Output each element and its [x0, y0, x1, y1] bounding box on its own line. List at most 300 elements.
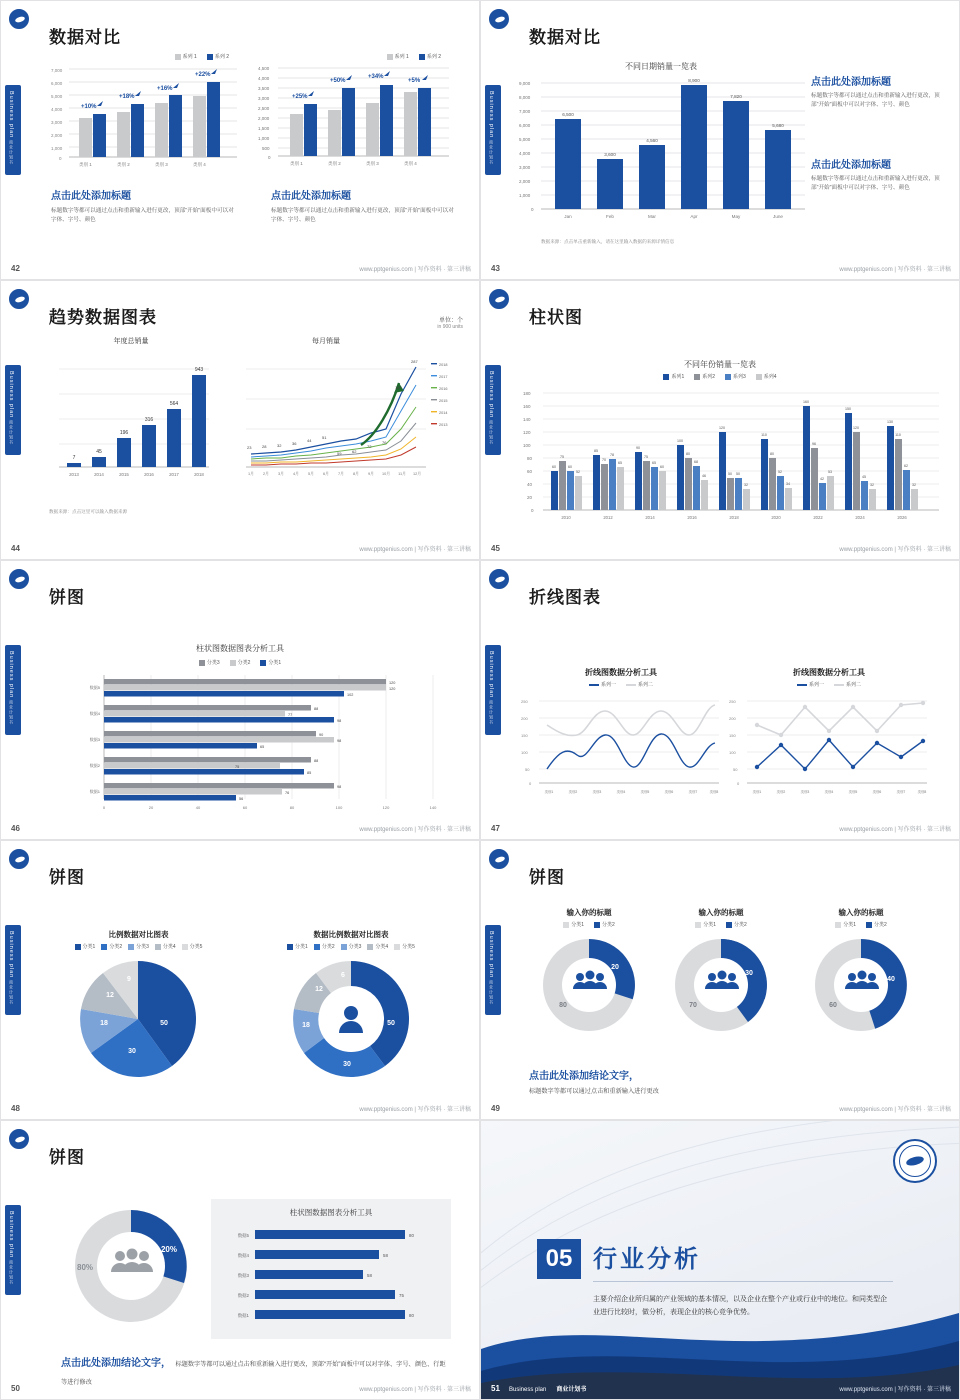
svg-text:类别7: 类别7: [688, 790, 698, 794]
brand-logo-icon: [489, 849, 509, 869]
conclusion-text: 标题数字等都可以通过点击和重新输入进行更改，顶部“开始”面板中可以对字体、字号、颜色、行距等进行修改: [61, 1361, 446, 1386]
svg-text:0: 0: [268, 155, 271, 160]
chart-legend: [1, 659, 479, 666]
svg-text:20: 20: [148, 805, 154, 810]
svg-text:20: 20: [527, 495, 533, 500]
svg-text:6月: 6月: [323, 472, 329, 476]
donut-title-1: 输入你的标题: [566, 908, 612, 917]
chart-title-right: 数据比例数据对比图表: [313, 930, 389, 939]
brand-logo-icon: [489, 9, 509, 29]
svg-text:June: June: [773, 214, 783, 219]
svg-text:32: 32: [744, 483, 748, 487]
block-text: 标题数字等都可以通过点击和重新输入进行更改，顶部“开始”面板中可以对字体、字号、颜色: [811, 93, 940, 108]
svg-text:88: 88: [314, 707, 319, 711]
bar-chart-right: [256, 60, 451, 170]
sidebar-tab: [5, 365, 21, 455]
sidebar-sub-label: 商业计划书: [489, 420, 494, 446]
svg-text:80: 80: [686, 452, 690, 456]
svg-text:80: 80: [559, 1002, 567, 1009]
svg-text:类别 1: 类别 1: [79, 162, 92, 167]
svg-text:59: 59: [337, 451, 342, 456]
svg-text:250: 250: [521, 699, 528, 704]
svg-text:40: 40: [887, 976, 895, 983]
brand-logo-icon: [489, 289, 509, 309]
svg-text:62: 62: [352, 449, 357, 454]
chart-title-left: 年度总销量: [113, 338, 149, 345]
footer-text: www.pptgenius.com | 写作资料 · 第三讲稿: [359, 827, 471, 833]
svg-text:0: 0: [59, 156, 62, 161]
svg-text:8,900: 8,900: [688, 78, 700, 83]
svg-text:200: 200: [521, 716, 528, 721]
chart-title: 不同日期销量一览表: [625, 62, 697, 71]
svg-text:2,000: 2,000: [51, 133, 63, 138]
slide-47: [480, 560, 960, 840]
svg-text:类别5: 类别5: [640, 790, 650, 794]
page-title: 饼图: [49, 1148, 85, 1167]
brand-logo-icon: [489, 569, 509, 589]
svg-text:类别1: 类别1: [752, 790, 762, 794]
legend-item: 分类5: [394, 943, 415, 950]
sidebar-sub-label: 商业计划书: [489, 140, 494, 166]
svg-text:30: 30: [745, 970, 753, 977]
svg-text:50: 50: [728, 472, 732, 476]
legend-item: 分类1: [75, 943, 96, 950]
horizontal-bar-chart: [223, 1225, 443, 1335]
legend-item: 系列3: [725, 373, 746, 380]
svg-text:9: 9: [127, 976, 131, 983]
svg-text:2,000: 2,000: [519, 179, 531, 184]
legend-item: 系列 2: [419, 53, 441, 60]
svg-text:32: 32: [277, 443, 282, 448]
svg-text:98: 98: [337, 739, 342, 743]
donut-legend-1: [529, 921, 649, 928]
horizontal-bar-chart: [56, 673, 446, 823]
svg-text:44: 44: [307, 438, 312, 443]
svg-text:类别 1: 类别 1: [290, 161, 303, 166]
sidebar-tab: [5, 1205, 21, 1295]
svg-text:2014: 2014: [439, 411, 448, 415]
block-heading: 点击此处添加标题: [811, 160, 891, 171]
bar-chart: [517, 75, 807, 235]
svg-text:9,000: 9,000: [519, 81, 531, 86]
svg-text:数据4: 数据4: [237, 1253, 249, 1258]
svg-text:2月: 2月: [263, 472, 269, 476]
svg-text:10月: 10月: [381, 472, 391, 476]
brand-logo-icon: [9, 849, 29, 869]
svg-text:数据2: 数据2: [237, 1293, 249, 1298]
page-title: 饼图: [49, 868, 85, 887]
legend-item: 分类1: [835, 921, 856, 928]
svg-text:数据4: 数据4: [89, 711, 100, 716]
svg-text:56: 56: [239, 797, 244, 801]
conclusion-heading: 点击此处添加结论文字，: [529, 1071, 639, 1082]
svg-text:2018: 2018: [439, 363, 448, 367]
svg-text:类别2: 类别2: [776, 790, 786, 794]
chart-legend: [256, 53, 441, 60]
grouped-bar-chart: [521, 385, 941, 535]
svg-text:140: 140: [429, 805, 437, 810]
svg-text:6,000: 6,000: [519, 123, 531, 128]
svg-text:150: 150: [521, 733, 528, 738]
svg-text:58: 58: [367, 1273, 372, 1278]
legend-item: 分类5: [182, 943, 203, 950]
donut-chart: [276, 957, 426, 1087]
section-number: 05: [537, 1239, 581, 1279]
svg-text:28: 28: [262, 444, 267, 449]
conclusion-heading: 点击此处添加结论文字，: [61, 1358, 171, 1369]
legend-item: 分类2: [314, 943, 335, 950]
sidebar-tab: [5, 925, 21, 1015]
chart-title-left: 比例数据对比图表: [108, 930, 169, 939]
chart-legend-left: [521, 681, 721, 688]
svg-text:42: 42: [820, 477, 824, 481]
svg-text:45: 45: [96, 449, 102, 455]
svg-text:数据1: 数据1: [89, 789, 100, 794]
svg-text:100: 100: [677, 439, 683, 443]
svg-text:58: 58: [383, 1253, 388, 1258]
legend-item: 系列1: [663, 373, 684, 380]
svg-text:50: 50: [387, 1020, 395, 1027]
svg-text:2020: 2020: [771, 515, 781, 520]
svg-text:2016: 2016: [439, 387, 448, 391]
svg-text:96: 96: [812, 442, 816, 446]
svg-text:Mar: Mar: [648, 214, 656, 219]
page-title: 柱状图: [529, 308, 583, 327]
svg-text:5,000: 5,000: [51, 94, 63, 99]
svg-text:4,000: 4,000: [51, 107, 63, 112]
sidebar-main-label: Business plan: [8, 931, 14, 979]
page-title: 趋势数据图表: [49, 308, 157, 327]
svg-text:46: 46: [702, 474, 706, 478]
sidebar-sub-label: 商业计划书: [9, 980, 14, 1006]
svg-text:8月: 8月: [353, 472, 359, 476]
svg-text:0: 0: [529, 781, 532, 786]
svg-text:2014: 2014: [94, 472, 104, 477]
chart-legend: [49, 53, 229, 60]
svg-text:75: 75: [644, 455, 648, 459]
svg-text:数据2: 数据2: [89, 763, 100, 768]
svg-text:85: 85: [594, 449, 598, 453]
svg-text:80: 80: [770, 452, 774, 456]
donut-chart-1: [529, 933, 649, 1043]
donut-chart-2: [661, 933, 781, 1043]
svg-text:类别3: 类别3: [592, 790, 602, 794]
svg-text:2014: 2014: [645, 515, 655, 520]
donut-chart: [46, 1196, 216, 1346]
svg-text:类别 2: 类别 2: [328, 161, 341, 166]
svg-text:0: 0: [531, 508, 534, 513]
svg-text:2015: 2015: [119, 472, 129, 477]
footer-label: Business plan 商业计划书: [509, 1387, 587, 1393]
svg-text:60: 60: [829, 1002, 837, 1009]
svg-text:类别7: 类别7: [896, 790, 906, 794]
svg-text:80: 80: [289, 805, 295, 810]
svg-text:1,000: 1,000: [258, 136, 270, 141]
svg-text:70: 70: [689, 1002, 697, 1009]
svg-text:7,000: 7,000: [51, 68, 63, 73]
svg-text:3,000: 3,000: [51, 120, 63, 125]
svg-text:196: 196: [119, 430, 129, 436]
svg-text:110: 110: [895, 433, 901, 437]
svg-text:50: 50: [733, 767, 738, 772]
sidebar-tab: [5, 85, 21, 175]
svg-text:类别5: 类别5: [848, 790, 858, 794]
svg-text:187: 187: [395, 385, 402, 390]
legend-item: 分类4: [155, 943, 176, 950]
svg-text:+16%: +16%: [157, 86, 173, 92]
brand-logo-icon: [9, 1129, 29, 1149]
svg-text:1,000: 1,000: [519, 193, 531, 198]
svg-text:3,000: 3,000: [258, 96, 270, 101]
svg-text:3,500: 3,500: [258, 86, 270, 91]
brand-logo-icon: [9, 289, 29, 309]
donut-title-3: 输入你的标题: [838, 908, 884, 917]
legend-item: 分类2: [866, 921, 887, 928]
svg-text:120: 120: [389, 681, 396, 685]
legend-item: 系列2: [694, 373, 715, 380]
svg-text:类别1: 类别1: [544, 790, 554, 794]
slide-42: [0, 0, 480, 280]
pie-chart: [63, 957, 213, 1087]
block-text: 标题数字等都可以通过点击和重新输入进行更改，顶部“开始”面板中可以对字体、字号、颜色: [271, 208, 454, 223]
svg-text:2016: 2016: [144, 472, 154, 477]
svg-text:20: 20: [611, 964, 619, 971]
unit-sublabel: in 900 units: [437, 324, 463, 330]
svg-text:1,500: 1,500: [258, 126, 270, 131]
footer-text: www.pptgenius.com | 写作资料 · 第三讲稿: [839, 547, 951, 553]
sidebar-main-label: Business plan: [488, 91, 494, 139]
svg-text:8,000: 8,000: [519, 95, 531, 100]
svg-text:类别6: 类别6: [872, 790, 882, 794]
svg-text:数据3: 数据3: [89, 737, 100, 742]
sidebar-sub-label: 商业计划书: [9, 140, 14, 166]
sidebar-tab: [485, 925, 501, 1015]
svg-text:564: 564: [169, 401, 179, 407]
footer-text: www.pptgenius.com | 写作资料 · 第三讲稿: [839, 1387, 951, 1393]
sidebar-tab: [485, 645, 501, 735]
svg-text:May: May: [731, 214, 741, 219]
svg-text:1月: 1月: [248, 472, 254, 476]
brand-logo-icon: [9, 569, 29, 589]
unit-label: 单位：个: [438, 318, 463, 324]
svg-text:12: 12: [106, 992, 114, 999]
svg-text:6,500: 6,500: [562, 112, 574, 117]
svg-text:2026: 2026: [897, 515, 907, 520]
svg-text:7: 7: [72, 455, 76, 461]
chart-legend-right: [251, 943, 451, 950]
chart-title: 不同年份销量一览表: [684, 360, 756, 369]
svg-text:类别 4: 类别 4: [404, 161, 417, 166]
svg-text:+18%: +18%: [119, 94, 135, 100]
svg-text:2022: 2022: [813, 515, 823, 520]
svg-text:62: 62: [904, 464, 908, 468]
svg-text:287: 287: [411, 359, 418, 364]
svg-text:85: 85: [307, 771, 312, 775]
svg-text:75: 75: [399, 1293, 404, 1298]
svg-text:2,500: 2,500: [258, 106, 270, 111]
svg-text:32: 32: [870, 483, 874, 487]
legend-item: 分类3: [341, 943, 362, 950]
footer-text: www.pptgenius.com | 写作资料 · 第三讲稿: [839, 1107, 951, 1113]
svg-text:250: 250: [729, 699, 736, 704]
footer-text: www.pptgenius.com | 写作资料 · 第三讲稿: [359, 1387, 471, 1393]
svg-text:3月: 3月: [278, 472, 284, 476]
panel-title: 柱状图数据图表分析工具: [289, 1208, 373, 1217]
chart-legend: [481, 373, 959, 380]
footer-text: www.pptgenius.com | 写作资料 · 第三讲稿: [359, 1107, 471, 1113]
block-text: 标题数字等都可以通过点击和重新输入进行更改，顶部“开始”面板中可以对字体、字号、颜色: [51, 208, 234, 223]
svg-text:18: 18: [302, 1022, 310, 1029]
chart-title-right: 每月销量: [312, 338, 340, 345]
svg-text:160: 160: [803, 400, 809, 404]
svg-text:60: 60: [552, 465, 556, 469]
slide-44: [0, 280, 480, 560]
svg-text:数据3: 数据3: [237, 1273, 249, 1278]
svg-text:120: 120: [523, 430, 531, 435]
svg-text:7,000: 7,000: [519, 109, 531, 114]
footer-text: www.pptgenius.com | 写作资料 · 第三讲稿: [359, 267, 471, 273]
svg-text:80: 80: [527, 456, 533, 461]
svg-text:140: 140: [523, 417, 531, 422]
legend-item: 系列二: [834, 681, 861, 688]
svg-text:50: 50: [736, 472, 740, 476]
svg-text:76: 76: [285, 791, 290, 795]
svg-text:+5%: +5%: [408, 78, 421, 84]
sidebar-main-label: Business plan: [488, 931, 494, 979]
chart-title-right: 折线图数据分析工具: [793, 668, 865, 677]
donut-chart-3: [801, 933, 921, 1043]
svg-text:98: 98: [337, 785, 342, 789]
svg-text:98: 98: [337, 719, 342, 723]
svg-text:45: 45: [862, 475, 866, 479]
svg-text:943: 943: [194, 367, 204, 373]
svg-text:160: 160: [523, 404, 531, 409]
svg-text:类别6: 类别6: [664, 790, 674, 794]
svg-text:80: 80: [409, 1233, 414, 1238]
section-text: 主要介绍企业所归属的产业领域的基本情况，以及企业在整个产业或行业中的地位。和同类型企业进行比较时，做分析，表现企业的核心竞争优势。: [593, 1296, 887, 1317]
svg-text:32: 32: [912, 483, 916, 487]
svg-text:类别3: 类别3: [800, 790, 810, 794]
svg-text:6: 6: [341, 972, 345, 979]
svg-text:12月: 12月: [412, 472, 422, 476]
svg-text:110: 110: [761, 433, 767, 437]
block-heading: 点击此处添加标题: [271, 191, 351, 202]
svg-text:65: 65: [618, 461, 622, 465]
legend-item: 系列二: [626, 681, 653, 688]
page-number: 44: [11, 544, 20, 553]
svg-text:130: 130: [887, 420, 893, 424]
svg-text:100: 100: [523, 443, 531, 448]
svg-text:500: 500: [262, 146, 270, 151]
svg-text:+25%: +25%: [292, 94, 308, 100]
page-number: 51: [491, 1384, 500, 1393]
svg-text:40: 40: [195, 805, 201, 810]
svg-text:数据1: 数据1: [237, 1313, 249, 1318]
seal-logo-icon: [893, 1139, 937, 1183]
svg-text:1,000: 1,000: [51, 146, 63, 151]
legend-item: 分类3: [199, 659, 220, 666]
svg-text:类别 3: 类别 3: [366, 161, 379, 166]
svg-text:类别8: 类别8: [709, 790, 719, 794]
page-number: 46: [11, 824, 20, 833]
svg-text:类别 2: 类别 2: [117, 162, 130, 167]
svg-text:52: 52: [576, 470, 580, 474]
svg-text:4,000: 4,000: [258, 76, 270, 81]
page-number: 47: [491, 824, 500, 833]
slide-46: [0, 560, 480, 840]
sidebar-main-label: Business plan: [488, 371, 494, 419]
page-title: 数据对比: [529, 28, 601, 47]
svg-text:类别4: 类别4: [824, 790, 834, 794]
page-number: 48: [11, 1104, 20, 1113]
page-title: 折线图表: [529, 588, 601, 607]
svg-text:30: 30: [128, 1048, 136, 1055]
sidebar-sub-label: 商业计划书: [9, 420, 14, 446]
chart-title: 柱状图数据图表分析工具: [196, 644, 284, 653]
svg-text:类别 3: 类别 3: [155, 162, 168, 167]
chart-source-note: 数据来源：点击单击重新输入，请在这里输入数据的来源详情信息: [541, 239, 675, 244]
svg-text:100: 100: [729, 750, 736, 755]
legend-item: 分类1: [287, 943, 308, 950]
sidebar-main-label: Business plan: [8, 91, 14, 139]
legend-item: 系列 1: [175, 53, 197, 60]
block-heading: 点击此处添加标题: [811, 77, 891, 88]
svg-text:100: 100: [335, 805, 343, 810]
svg-text:2016: 2016: [687, 515, 697, 520]
legend-item: 分类1: [563, 921, 584, 928]
line-chart-monthly: [241, 349, 461, 499]
svg-text:76: 76: [382, 440, 387, 445]
chart-source-note: 数据来源：点击这里可以输入数据来源: [49, 509, 128, 514]
sidebar-sub-label: 商业计划书: [9, 700, 14, 726]
svg-text:类别2: 类别2: [568, 790, 578, 794]
footer-text: www.pptgenius.com | 写作资料 · 第三讲稿: [839, 827, 951, 833]
svg-text:2018: 2018: [194, 472, 204, 477]
legend-item: 分类2: [594, 921, 615, 928]
sidebar-sub-label: 商业计划书: [489, 700, 494, 726]
svg-text:65: 65: [260, 745, 265, 749]
svg-text:2024: 2024: [855, 515, 865, 520]
line-chart-left: [519, 693, 724, 803]
svg-text:50: 50: [525, 767, 530, 772]
svg-text:60: 60: [568, 465, 572, 469]
svg-text:180: 180: [523, 391, 531, 396]
svg-text:80%: 80%: [76, 1263, 94, 1272]
svg-text:53: 53: [828, 470, 832, 474]
svg-text:60: 60: [660, 465, 664, 469]
svg-text:+50%: +50%: [330, 78, 346, 84]
svg-text:2013: 2013: [69, 472, 79, 477]
svg-text:2012: 2012: [603, 515, 613, 520]
donut-title-2: 输入你的标题: [698, 908, 744, 917]
sidebar-tab: [485, 85, 501, 175]
slide-43: [480, 0, 960, 280]
svg-text:5,680: 5,680: [772, 123, 784, 128]
svg-text:7月: 7月: [338, 472, 344, 476]
section-title: 行业分析: [593, 1246, 701, 1273]
svg-text:90: 90: [319, 733, 324, 737]
svg-text:100: 100: [521, 750, 528, 755]
chart-legend-right: [729, 681, 929, 688]
divider: [593, 1281, 893, 1282]
donut-legend-3: [801, 921, 921, 928]
svg-text:+22%: +22%: [195, 72, 211, 78]
svg-text:+34%: +34%: [368, 74, 384, 80]
page-number: 45: [491, 544, 500, 553]
bar-chart-annual: [49, 349, 214, 499]
svg-text:0: 0: [531, 207, 534, 212]
page-title: 数据对比: [49, 28, 121, 47]
